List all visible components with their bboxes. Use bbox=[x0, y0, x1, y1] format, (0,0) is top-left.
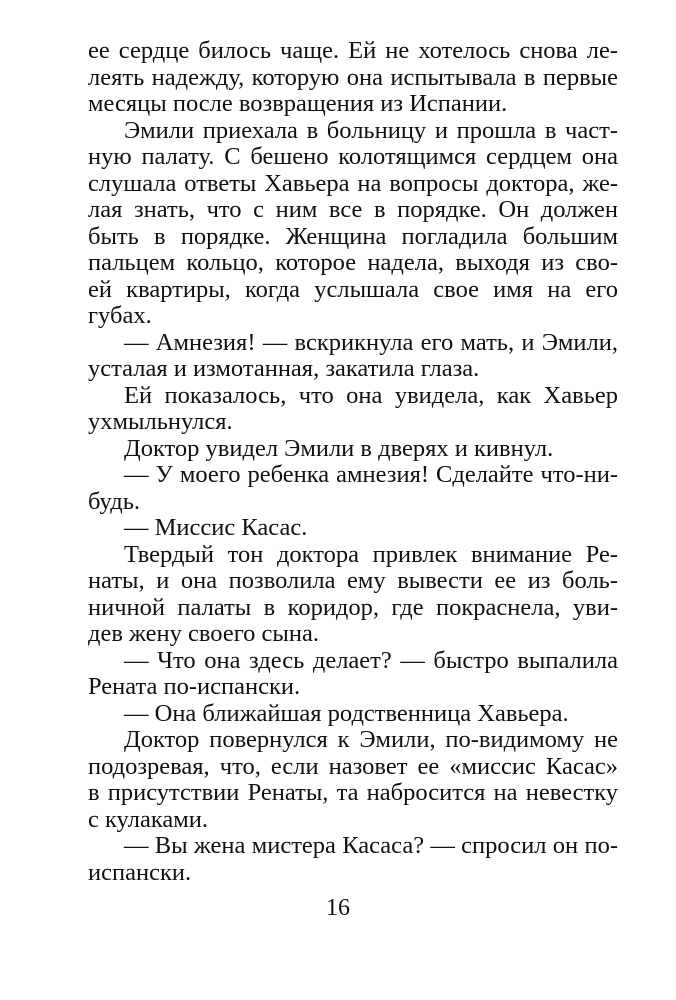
text-line: — Амнезия! — вскрикнула его мать, и Эмили, bbox=[124, 328, 618, 356]
text-line: пальцем кольцо, которое надела, выходя из сво- bbox=[88, 249, 618, 276]
text-line: быть в порядке. Женщина погладила большим bbox=[88, 222, 618, 250]
text-line: усталая и измотанная, закатила глаза. bbox=[88, 355, 480, 382]
text-line: Доктор повернулся к Эмили, по-видимому не bbox=[124, 726, 618, 753]
text-line: ухмыльнулся. bbox=[88, 408, 233, 435]
text-line: слушала ответы Хавьера на вопросы доктора, же- bbox=[88, 169, 618, 197]
body-text bbox=[88, 38, 618, 886]
text-line: — Вы жена мистера Касаса? — спросил он по- bbox=[124, 832, 618, 859]
text-line: — Что она здесь делает? — быстро выпалила bbox=[124, 646, 618, 674]
text-line: подозревая, что, если назовет ее «миссис Касас» bbox=[88, 752, 618, 780]
text-line: наты, и она позволила ему вывести ее из боль- bbox=[88, 567, 618, 594]
text-line: испански. bbox=[88, 858, 192, 886]
text-line: Твердый тон доктора привлек внимание Ре- bbox=[124, 540, 618, 568]
text-line: дев жену своего сына. bbox=[88, 620, 319, 647]
text-line: в присутствии Ренаты, та набросится на невестку bbox=[88, 779, 618, 806]
text-line: месяцы после возвращения из Испании. bbox=[88, 90, 508, 117]
text-line: будь. bbox=[88, 487, 141, 515]
text-line: ее сердце билось чаще. Ей не хотелось снова ле- bbox=[88, 37, 618, 64]
text-line: Ей показалось, что она увидела, как Хавьер bbox=[124, 381, 618, 409]
text-line: Эмили приехала в больницу и прошла в част- bbox=[124, 116, 618, 144]
text-line: — У моего ребенка амнезия! Сделайте что-ни- bbox=[124, 461, 618, 488]
page-number: 16 bbox=[326, 895, 350, 921]
text-line: ничной палаты в коридор, где покраснела, уви- bbox=[88, 593, 618, 621]
text-line: ей квартиры, когда услышала свое имя на его bbox=[88, 275, 618, 303]
text-line: — Миссис Касас. bbox=[124, 514, 308, 541]
text-line: — Она ближайшая родственница Хавьера. bbox=[124, 699, 569, 727]
text-line: губах. bbox=[88, 302, 152, 329]
text-line: Доктор увидел Эмили в дверях и кивнул. bbox=[124, 434, 554, 462]
text-line: леять надежду, которую она испытывала в первые bbox=[88, 63, 618, 91]
text-line: Рената по-испански. bbox=[88, 673, 301, 700]
text-line: с кулаками. bbox=[88, 805, 208, 833]
text-line: ную палату. С бешено колотящимся сердцем она bbox=[88, 143, 618, 170]
text-line: лая знать, что с ним все в порядке. Он должен bbox=[88, 196, 618, 223]
